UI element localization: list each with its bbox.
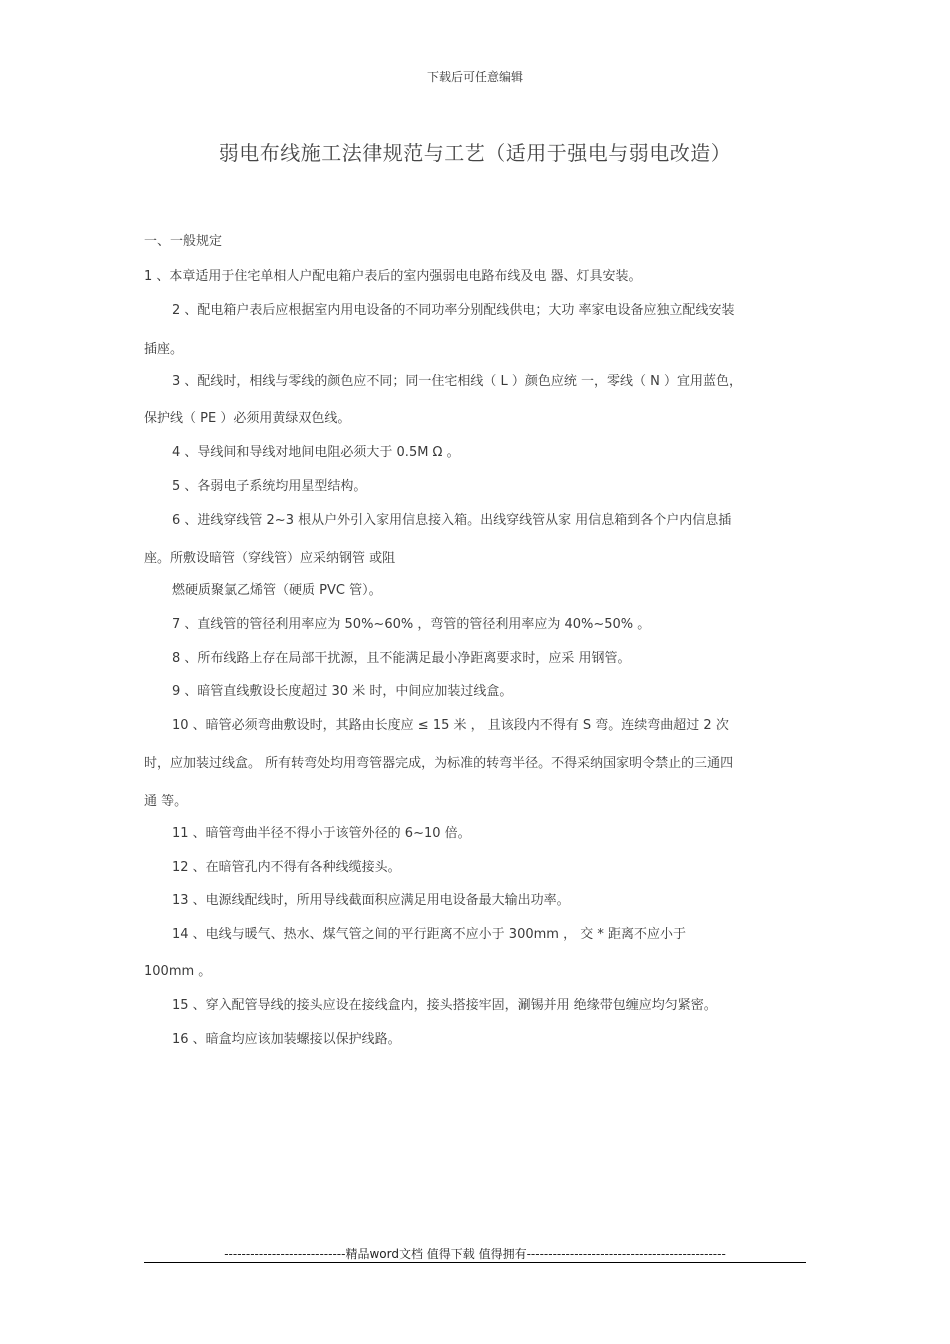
paragraph-line: 通 等。 [144,794,188,809]
paragraph-line: 7 、直线管的管径利用率应为 50%~60% ，弯管的管径利用率应为 40%~50% 。 [172,617,651,632]
paragraph-line: 3 、配线时，相线与零线的颜色应不同；同一住宅相线（ L ）颜色应统 一，零线（ N ）宜用蓝色， [172,374,743,389]
paragraph-line: 15 、穿入配管导线的接头应设在接线盒内，接头搭接牢固，涮锡并用 绝缘带包缠应均匀紧密。 [172,998,717,1013]
footer-divider [144,1262,806,1263]
page-header: 下载后可任意编辑 [426,70,523,84]
paragraph-line: 4 、导线间和导线对地间电阻必须大于 0.5M Ω 。 [172,445,460,460]
paragraph-line: 燃硬质聚氯乙烯管（硬质 PVC 管）。 [172,583,382,598]
paragraph-line: 11 、暗管弯曲半径不得小于该管外径的 6~10 倍。 [172,826,471,841]
document-title: 弱电布线施工法律规范与工艺（适用于强电与弱电改造） [218,141,732,165]
paragraph-line: 100mm 。 [144,964,212,979]
paragraph-line: 1 、本章适用于住宅单相人户配电箱户表后的室内强弱电电路布线及电 器、灯具安装。 [144,269,642,284]
paragraph-line: 2 、配电箱户表后应根据室内用电设备的不同功率分别配线供电；大功 率家电设备应独立配线安装 [172,303,735,318]
paragraph-line: 9 、暗管直线敷设长度超过 30 米 时，中间应加装过线盒。 [172,684,513,699]
paragraph-line: 座。所敷设暗管（穿线管）应采纳钢管 或阻 [144,551,396,566]
paragraph-line: 保护线（ PE ）必须用黄绿双色线。 [144,411,351,426]
paragraph-line: 14 、电线与暖气、热水、煤气管之间的平行距离不应小于 300mm ， 交 * 距离不应小于 [172,927,686,942]
paragraph-line: 13 、电源线配线时，所用导线截面积应满足用电设备最大输出功率。 [172,893,570,908]
paragraph-line: 5 、各弱电子系统均用星型结构。 [172,479,367,494]
paragraph-line: 12 、在暗管孔内不得有各种线缆接头。 [172,860,401,875]
page-footer: ----------------------------精品word文档 值得下载 值得拥有---------------------------------------------- [224,1247,726,1261]
paragraph-line: 10 、暗管必须弯曲敷设时，其路由长度应 ≤ 15 米 ， 且该段内不得有 S 弯。连续弯曲超过 2 次 [172,718,729,733]
paragraph-line: 16 、暗盒均应该加装螺接以保护线路。 [172,1032,401,1047]
paragraph-line: 6 、进线穿线管 2~3 根从户外引入家用信息接入箱。出线穿线管从家 用信息箱到各个户内信息插 [172,513,732,528]
paragraph-line: 8 、所布线路上存在局部干扰源，且不能满足最小净距离要求时，应采 用钢管。 [172,651,631,666]
paragraph-line: 插座。 [144,342,184,357]
section-heading: 一、一般规定 [144,234,223,249]
paragraph-line: 时，应加装过线盒。 所有转弯处均用弯管器完成，为标准的转弯半径。不得采纳国家明令禁止的三通四 [144,756,734,771]
